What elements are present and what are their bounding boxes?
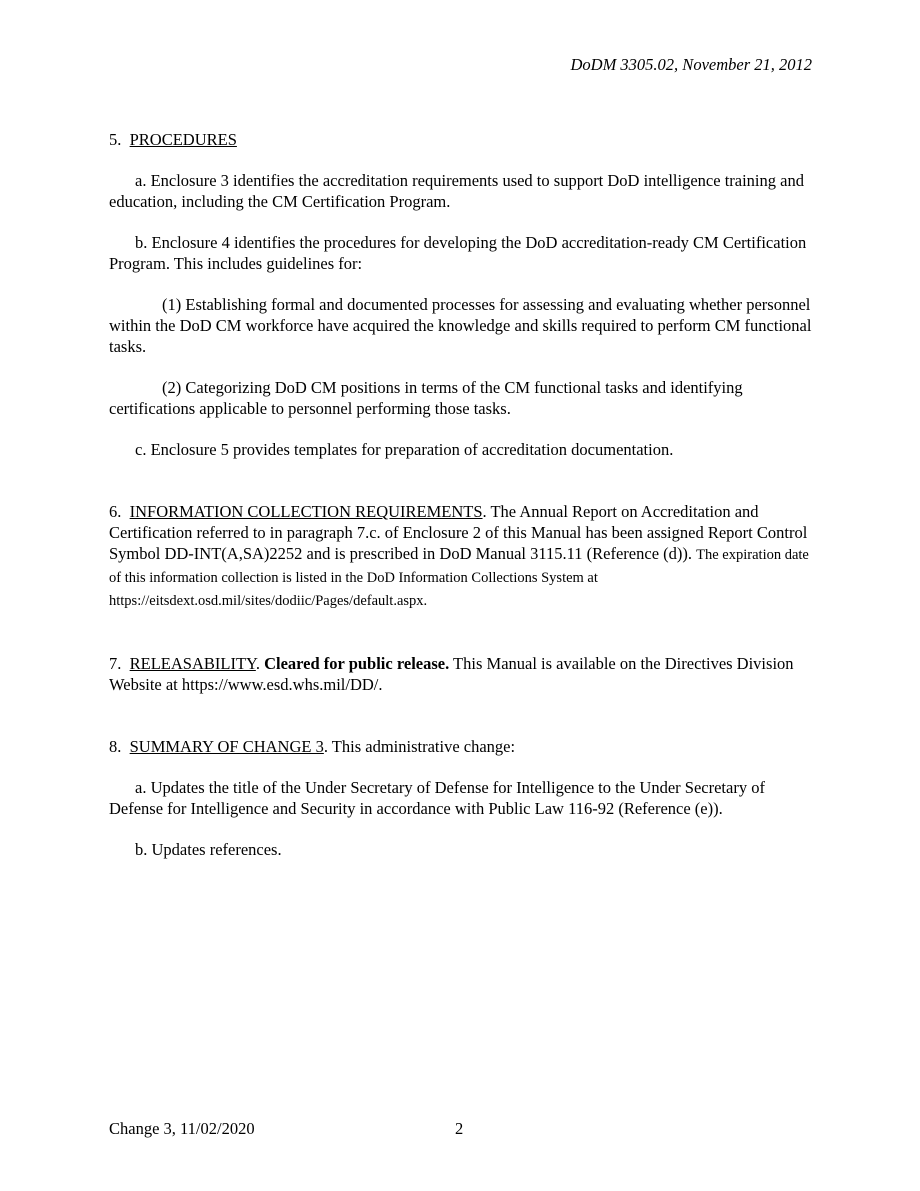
section-8-title: SUMMARY OF CHANGE 3	[129, 737, 324, 756]
section-7-number: 7.	[109, 654, 122, 673]
section-5-title: PROCEDURES	[129, 130, 237, 149]
section-5-heading	[109, 129, 814, 150]
section-5b-paragraph: b. Enclosure 4 identifies the procedures for developing the DoD accreditation-ready CM Certification Program. This includes guidelines for:	[109, 233, 807, 273]
section-8b-paragraph: b. Updates references.	[135, 840, 282, 859]
section-5-number: 5.	[109, 130, 122, 149]
section-7-text: This Manual is available on the Directives Division Website at https://www.esd.whs.mil/DD/.	[109, 654, 794, 694]
section-5c-paragraph: c. Enclosure 5 provides templates for preparation of accreditation documentation.	[135, 440, 674, 459]
section-6-paragraph	[109, 501, 814, 612]
section-8-text: . This administrative change:	[323, 737, 516, 756]
section-6-title: INFORMATION COLLECTION REQUIREMENTS	[129, 502, 483, 521]
section-7-paragraph	[109, 653, 814, 695]
section-7-separator: .	[255, 654, 265, 673]
section-8-heading	[109, 736, 814, 757]
section-7-title: RELEASABILITY	[129, 654, 256, 673]
section-6-number: 6.	[109, 502, 122, 521]
document-body	[109, 129, 814, 860]
page-number: 2	[455, 1119, 464, 1138]
document-reference-header: DoDM 3305.02, November 21, 2012	[570, 55, 812, 74]
section-8a-paragraph: a. Updates the title of the Under Secretary of Defense for Intelligence to the Under Secretary of Defense for Intelligence and Security in accordance with Public Law 116-92 (Reference (e)).	[109, 778, 765, 818]
section-7-release-statement: Cleared for public release.	[264, 654, 450, 673]
section-5b1-paragraph: (1) Establishing formal and documented processes for assessing and evaluating whether personnel within the DoD CM workforce have acquired the knowledge and skills required to perform CM functional tasks.	[109, 295, 812, 356]
section-5b2-paragraph: (2) Categorizing DoD CM positions in terms of the CM functional tasks and identifying certifications applicable to personnel performing those tasks.	[109, 378, 743, 418]
section-8-number: 8.	[109, 737, 122, 756]
section-6-collection-note: The expiration date of this information collection is listed in the DoD Information Collections System at https://eitsdext.osd.mil/sites/dodiic/Pages/default.aspx.	[109, 547, 809, 609]
section-6-text: . The Annual Report on Accreditation and Certification referred to in paragraph 7.c. of Enclosure 2 of this Manual has been assigned Report Control Symbol DD-INT(A,SA)2252 and is prescribed in DoD Manual 3115.11 (Reference (d)).	[109, 502, 808, 563]
change-footer: Change 3, 11/02/2020	[109, 1119, 255, 1138]
section-5a-paragraph: a. Enclosure 3 identifies the accreditation requirements used to support DoD intelligence training and education, including the CM Certification Program.	[109, 171, 804, 211]
